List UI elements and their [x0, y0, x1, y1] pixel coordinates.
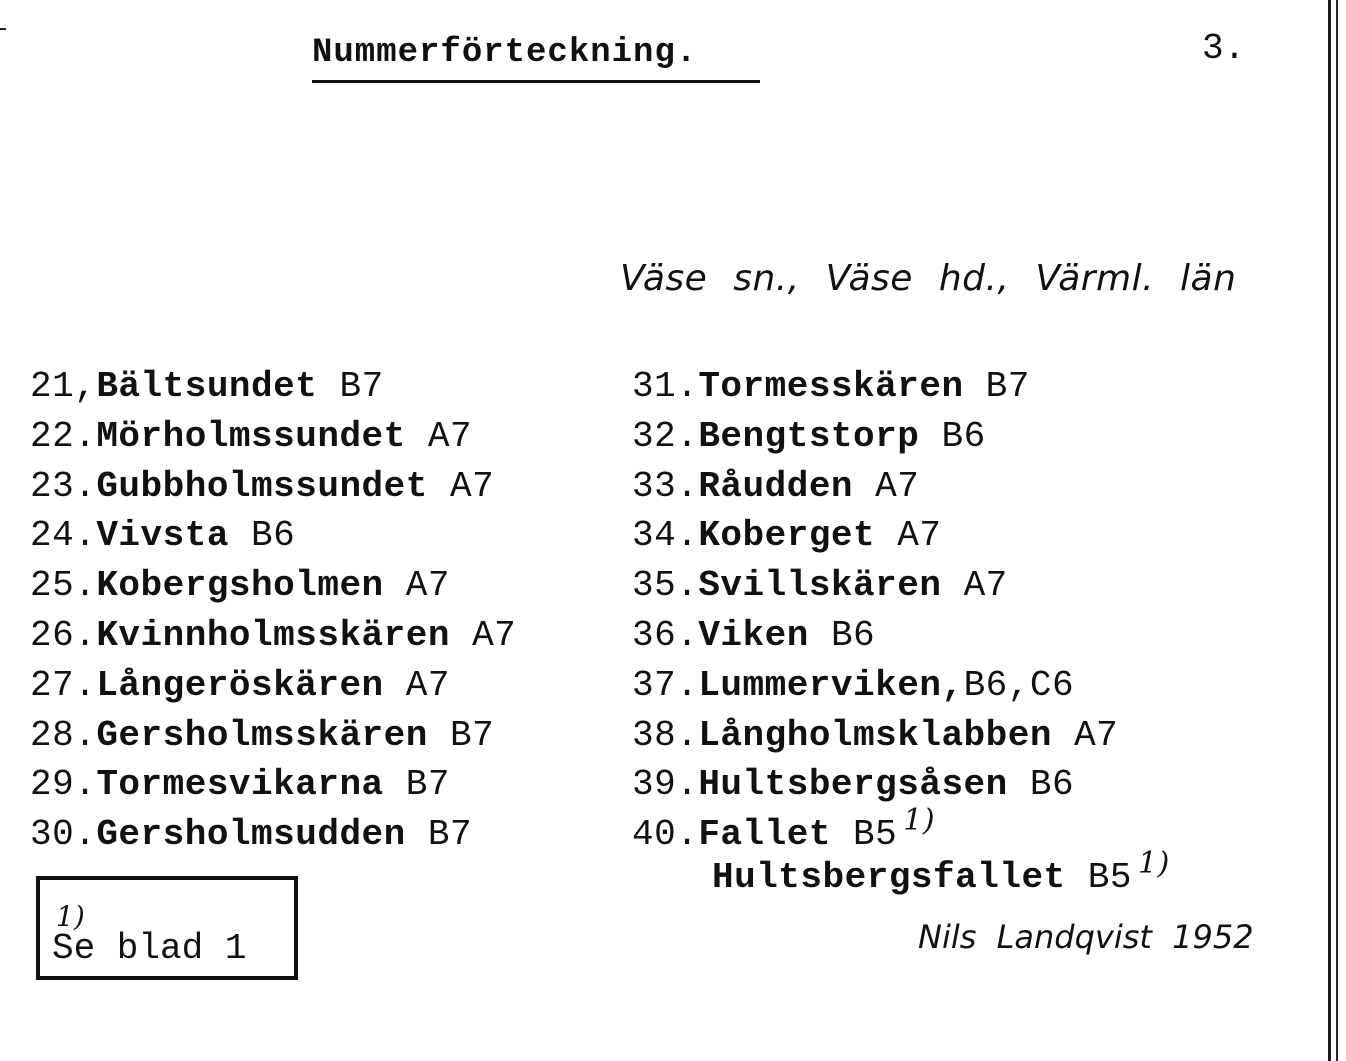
entry-grid: B6 [1029, 764, 1075, 806]
entry-number: 37. [632, 664, 699, 706]
entry-grid: A7 [449, 465, 495, 507]
list-item [30, 760, 516, 810]
list-item [632, 803, 1118, 860]
entry-name: Långeröskären [96, 664, 384, 706]
list-item [30, 611, 516, 661]
entry-name: Viken [698, 614, 809, 656]
title-underline [312, 80, 760, 83]
entry-grid: B5 [853, 814, 898, 856]
entry-grid: B7 [449, 714, 495, 756]
entry-number: 21, [30, 366, 97, 407]
entry-number: 31. [632, 366, 699, 407]
footnote-mark: 1) [1137, 846, 1170, 881]
entry-name: Mörholmssundet [96, 415, 406, 457]
list-item [632, 661, 1118, 711]
entry-number: 36. [632, 614, 699, 656]
entry-name: Bengtstorp [698, 415, 920, 457]
entry-name: Hultsbergsåsen [698, 764, 1008, 806]
entry-number: 34. [632, 515, 699, 557]
entry-grid: A7 [472, 614, 517, 656]
sub-entry-name: Hultsbergsfallet [712, 857, 1066, 898]
entry-number: 35. [632, 565, 699, 607]
entry-name: Råudden [698, 465, 854, 507]
entry-number: 25. [30, 565, 97, 607]
stamp-footnote-mark: 1) [56, 900, 85, 933]
entry-number: 26. [30, 614, 97, 656]
list-item [632, 711, 1118, 761]
entry-name: Svillskären [698, 565, 942, 607]
entry-grid: A7 [1074, 714, 1119, 756]
page-title: Nummerförteckning. [312, 34, 698, 72]
right-column-list [632, 362, 1118, 860]
list-item [632, 611, 1118, 661]
list-item [30, 711, 516, 761]
reference-stamp [36, 876, 298, 980]
sub-entry-grid: B5 [1087, 857, 1132, 898]
entry-grid: B6 [251, 515, 296, 557]
location-line: Väse sn., Väse hd., Värml. län [620, 258, 1237, 299]
entry-name: Lummerviken, [698, 664, 964, 706]
entry-number: 28. [30, 714, 97, 756]
page-number: 3. [1202, 28, 1246, 69]
entry-name: Tormesskären [698, 366, 964, 407]
entry-grid: A7 [405, 664, 450, 706]
entry-grid: B7 [985, 366, 1030, 407]
entry-number: 40. [632, 814, 699, 856]
entry-grid: A7 [427, 415, 473, 457]
entry-number: 33. [632, 465, 699, 507]
list-item [30, 661, 516, 711]
page-edge-line [1328, 0, 1331, 1061]
entry-name: Tormesvikarna [96, 764, 384, 806]
footnote-mark: 1) [903, 803, 936, 839]
list-item [30, 412, 516, 462]
entry-name: Gersholmsskären [96, 714, 428, 756]
entry-grid: A7 [405, 565, 450, 607]
entry-name: Kobergsholmen [96, 565, 384, 607]
entry-number: 24. [30, 515, 97, 557]
scan-corner-mark [0, 28, 6, 30]
stamp-text: Se blad 1 [52, 928, 247, 969]
entry-grid: B6 [941, 415, 986, 457]
entry-grid: B7 [405, 764, 450, 806]
list-item [30, 810, 516, 860]
page-edge-line-inner [1336, 0, 1338, 1061]
entry-number: 38. [632, 714, 699, 756]
entry-name: Bältsundet [96, 366, 318, 407]
sub-entry [712, 846, 1170, 898]
entry-grid: B7 [339, 366, 384, 407]
entry-number: 22. [30, 415, 97, 457]
list-item [632, 561, 1118, 611]
entry-name: Vivsta [96, 515, 229, 557]
list-item [30, 561, 516, 611]
list-item [632, 462, 1118, 512]
entry-grid: B7 [427, 814, 473, 856]
list-item [30, 511, 516, 561]
entry-grid: B6,C6 [963, 664, 1075, 706]
entry-number: 39. [632, 764, 699, 806]
entry-name: Koberget [698, 515, 876, 557]
list-item [632, 412, 1118, 462]
list-item [632, 760, 1118, 810]
list-item [30, 462, 516, 512]
entry-number: 30. [30, 814, 97, 856]
entry-grid: A7 [897, 515, 942, 557]
entry-name: Gersholmsudden [96, 814, 406, 856]
entry-number: 32. [632, 415, 699, 457]
entry-number: 23. [30, 465, 97, 507]
entry-number: 29. [30, 764, 97, 806]
entry-name: Långholmsklabben [698, 714, 1052, 756]
entry-grid: A7 [875, 465, 920, 507]
list-item [632, 511, 1118, 561]
entry-name: Fallet [698, 814, 831, 856]
entry-grid: A7 [963, 565, 1008, 607]
entry-number: 27. [30, 664, 97, 706]
signature: Nils Landqvist 1952 [918, 918, 1254, 956]
entry-name: Kvinnholmsskären [96, 614, 450, 656]
list-item [632, 362, 1118, 412]
left-column-list [30, 362, 516, 860]
entry-grid: B6 [830, 614, 876, 656]
entry-name: Gubbholmssundet [96, 465, 428, 507]
list-item [30, 362, 516, 412]
